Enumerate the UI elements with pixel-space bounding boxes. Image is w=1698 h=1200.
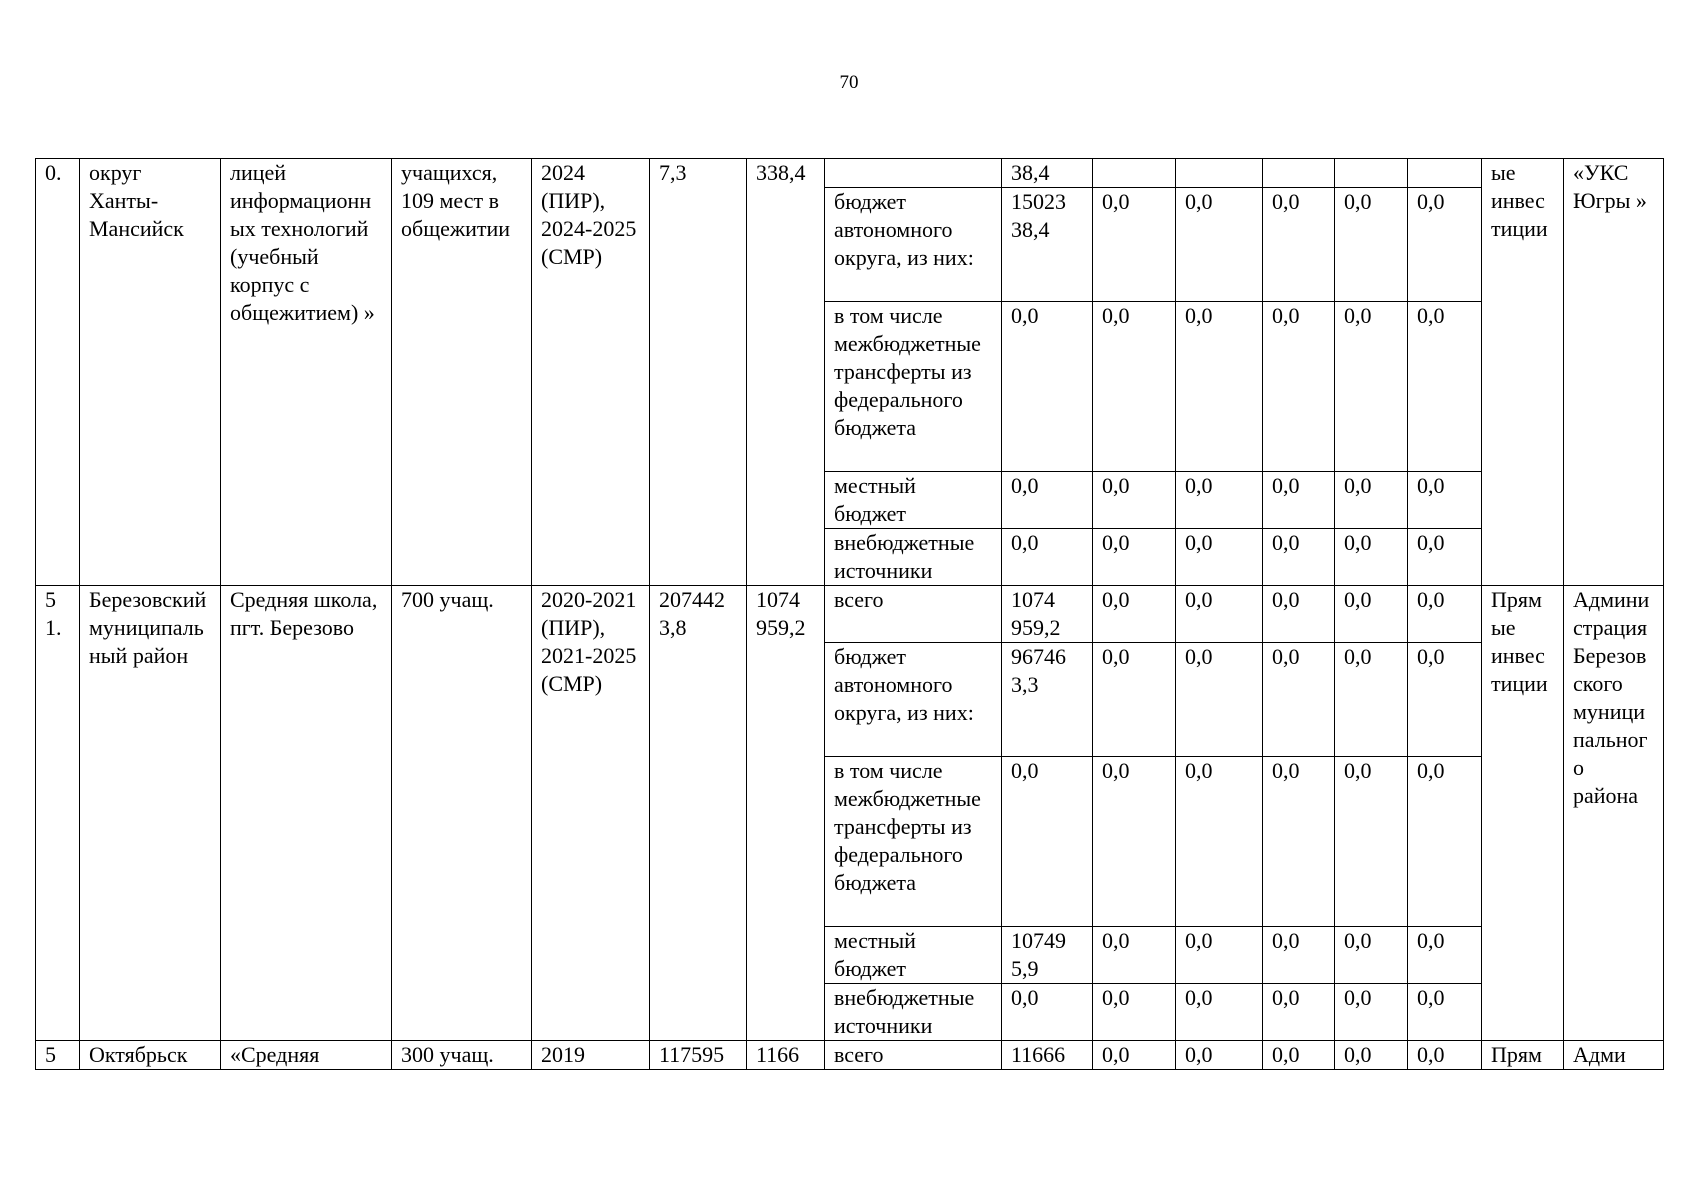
investment-type-cell: ые инвестиции: [1482, 159, 1564, 586]
value-cell: 0,0: [1335, 643, 1408, 757]
row-number: 5 1.: [36, 586, 80, 1041]
value-cell: 0,0: [1335, 984, 1408, 1041]
value-cell: 0,0: [1176, 586, 1263, 643]
value-cell: 0,0: [1093, 586, 1176, 643]
value-cell: [1263, 159, 1335, 188]
value-cell: 0,0: [1263, 927, 1335, 984]
value-cell: 0,0: [1176, 1041, 1263, 1070]
value-cell: [1093, 159, 1176, 188]
executor-cell: Адми: [1564, 1041, 1664, 1070]
value-cell: 0,0: [1002, 472, 1093, 529]
value-cell: 11666: [1002, 1041, 1093, 1070]
investment-type-cell: Прям: [1482, 1041, 1564, 1070]
value-cell: 0,0: [1408, 188, 1482, 302]
value-cell: 0,0: [1263, 643, 1335, 757]
object-cell: «Средняя: [221, 1041, 392, 1070]
table-row: [36, 586, 1664, 643]
value-cell: 0,0: [1176, 927, 1263, 984]
value-cell: 0,0: [1093, 472, 1176, 529]
value-cell: 0,0: [1263, 757, 1335, 927]
value-cell: 0,0: [1335, 586, 1408, 643]
value-cell: 0,0: [1263, 472, 1335, 529]
cost-cell: 207442 3,8: [650, 586, 747, 1041]
investment-type-cell: Прямые инвестиции: [1482, 586, 1564, 1041]
remaining-cell: 1166: [747, 1041, 825, 1070]
row-number: 0.: [36, 159, 80, 586]
value-cell: 0,0: [1093, 529, 1176, 586]
value-cell: 0,0: [1335, 757, 1408, 927]
remaining-cell: 338,4: [747, 159, 825, 586]
value-cell: 0,0: [1093, 302, 1176, 472]
value-cell: 38,4: [1002, 159, 1093, 188]
value-cell: 0,0: [1002, 984, 1093, 1041]
value-cell: 0,0: [1335, 529, 1408, 586]
value-cell: 0,0: [1093, 188, 1176, 302]
value-cell: 0,0: [1176, 472, 1263, 529]
capacity-cell: учащихся, 109 мест в общежитии: [392, 159, 532, 586]
value-cell: [1335, 159, 1408, 188]
value-cell: 0,0: [1408, 643, 1482, 757]
source-cell: [825, 159, 1002, 188]
municipality-cell: округ Ханты-Мансийск: [80, 159, 221, 586]
value-cell: 15023 38,4: [1002, 188, 1093, 302]
row-number: 5: [36, 1041, 80, 1070]
cost-cell: 7,3: [650, 159, 747, 586]
table-row: [36, 1041, 1664, 1070]
value-cell: 0,0: [1408, 302, 1482, 472]
value-cell: 0,0: [1263, 984, 1335, 1041]
value-cell: [1176, 159, 1263, 188]
value-cell: 0,0: [1335, 1041, 1408, 1070]
table-row: [36, 159, 1664, 188]
value-cell: 0,0: [1408, 529, 1482, 586]
source-cell: бюджет автономного округа, из них:: [825, 643, 1002, 757]
value-cell: 0,0: [1408, 472, 1482, 529]
capacity-cell: 700 учащ.: [392, 586, 532, 1041]
value-cell: 0,0: [1263, 529, 1335, 586]
source-cell: всего: [825, 586, 1002, 643]
value-cell: 0,0: [1176, 643, 1263, 757]
municipality-cell: Октябрьск: [80, 1041, 221, 1070]
value-cell: 0,0: [1335, 188, 1408, 302]
source-cell: внебюджетные источники: [825, 529, 1002, 586]
object-cell: лицей информационных технологий (учебный корпус с общежитием) »: [221, 159, 392, 586]
value-cell: 0,0: [1002, 757, 1093, 927]
municipality-cell: Березовский муниципальный район: [80, 586, 221, 1041]
cost-cell: 117595: [650, 1041, 747, 1070]
value-cell: 0,0: [1408, 586, 1482, 643]
source-cell: бюджет автономного округа, из них:: [825, 188, 1002, 302]
value-cell: 0,0: [1093, 927, 1176, 984]
source-cell: в том числе межбюджетные трансферты из федерального бюджета: [825, 757, 1002, 927]
value-cell: 10749 5,9: [1002, 927, 1093, 984]
value-cell: 0,0: [1093, 1041, 1176, 1070]
executor-cell: «УКС Югры »: [1564, 159, 1664, 586]
value-cell: 0,0: [1263, 302, 1335, 472]
page-number: 70: [839, 72, 859, 93]
period-cell: 2024 (ПИР), 2024-2025 (СМР): [532, 159, 650, 586]
value-cell: 0,0: [1263, 1041, 1335, 1070]
value-cell: 0,0: [1408, 927, 1482, 984]
object-cell: Средняя школа, пгт. Березово: [221, 586, 392, 1041]
value-cell: 0,0: [1002, 529, 1093, 586]
value-cell: 0,0: [1093, 984, 1176, 1041]
value-cell: [1408, 159, 1482, 188]
value-cell: 0,0: [1335, 302, 1408, 472]
value-cell: 0,0: [1335, 472, 1408, 529]
period-cell: 2020-2021 (ПИР), 2021-2025 (СМР): [532, 586, 650, 1041]
value-cell: 0,0: [1093, 757, 1176, 927]
value-cell: 0,0: [1093, 643, 1176, 757]
value-cell: 0,0: [1176, 984, 1263, 1041]
executor-cell: Администрация Березовского муниципального района: [1564, 586, 1664, 1041]
source-cell: всего: [825, 1041, 1002, 1070]
source-cell: внебюджетные источники: [825, 984, 1002, 1041]
value-cell: 0,0: [1176, 302, 1263, 472]
value-cell: 0,0: [1176, 188, 1263, 302]
value-cell: 0,0: [1408, 984, 1482, 1041]
remaining-cell: 1074 959,2: [747, 586, 825, 1041]
value-cell: 0,0: [1263, 188, 1335, 302]
value-cell: 0,0: [1176, 529, 1263, 586]
value-cell: 96746 3,3: [1002, 643, 1093, 757]
value-cell: 1074 959,2: [1002, 586, 1093, 643]
source-cell: местный бюджет: [825, 927, 1002, 984]
investment-objects-table: [35, 158, 1664, 1070]
value-cell: 0,0: [1335, 927, 1408, 984]
value-cell: 0,0: [1002, 302, 1093, 472]
value-cell: 0,0: [1408, 1041, 1482, 1070]
source-cell: местный бюджет: [825, 472, 1002, 529]
value-cell: 0,0: [1408, 757, 1482, 927]
source-cell: в том числе межбюджетные трансферты из федерального бюджета: [825, 302, 1002, 472]
capacity-cell: 300 учащ.: [392, 1041, 532, 1070]
value-cell: 0,0: [1176, 757, 1263, 927]
period-cell: 2019: [532, 1041, 650, 1070]
value-cell: 0,0: [1263, 586, 1335, 643]
